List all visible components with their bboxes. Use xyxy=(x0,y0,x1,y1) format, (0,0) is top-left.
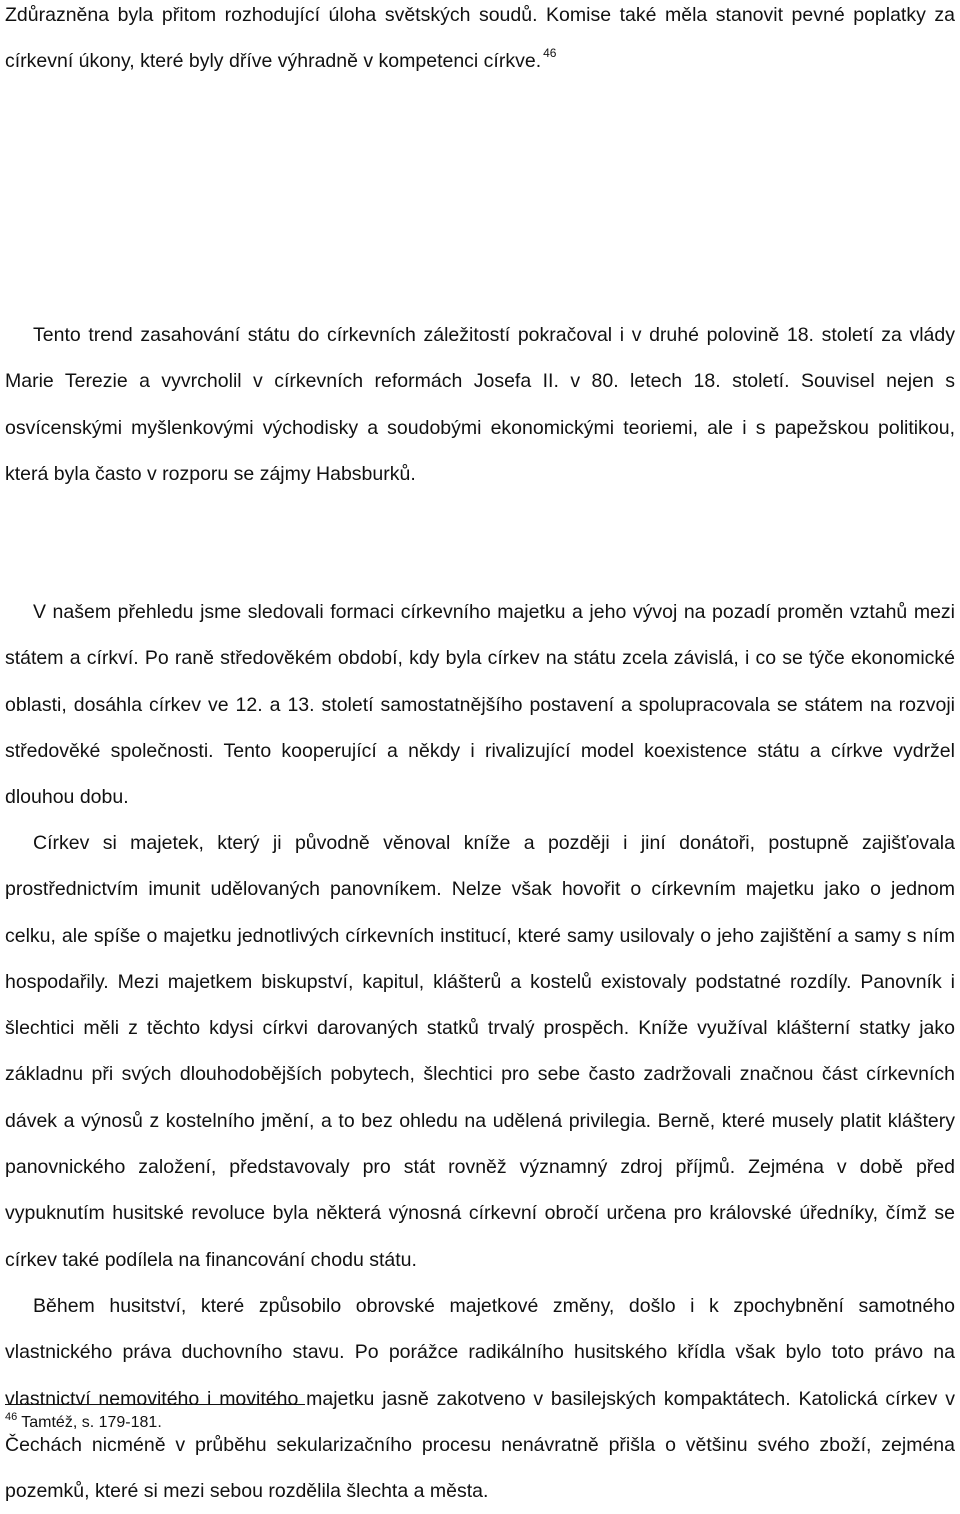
paragraph-2: Tento trend zasahování státu do církevních záležitostí pokračoval i v druhé polovině 18. století za vlády Marie Terezie a vyvrcholil v církevních reformách Josefa II. v 80. letech 18. století. Souvisel nejen s osvícenskými myšlenkovými východisky a soudobými ekonomickými teoriemi, ale i s papežskou politikou, která byla často v rozporu se zájmy Habsburků. xyxy=(5,324,955,485)
footnote-separator xyxy=(5,1404,305,1405)
footnote xyxy=(5,1412,162,1435)
footnote-number: 46 xyxy=(5,1411,18,1423)
paragraph-5: Během husitství, které způsobilo obrovské majetkové změny, došlo i k zpochybnění samotného vlastnického práva duchovního stavu. Po porážce radikálního husitského křídla však bylo toto právo na vlastnictví nemovitého i movitého majetku jasně zakotveno v basilejských kompaktátech. Katolická církev v Čechách nicméně v průběhu sekularizačního procesu nenávratně přišla o většinu svého zboží, zejména pozemků, které si mezi sebou rozdělila šlechta a města. xyxy=(5,1295,955,1503)
footnote-reference[interactable]: 46 xyxy=(543,46,557,61)
paragraph-1 xyxy=(5,0,955,85)
paragraph-1-text: Zdůrazněna byla přitom rozhodující úloha světských soudů. Komise také měla stanovit pevné poplatky za církevní úkony, které byly dříve výhradně v kompetenci církve. xyxy=(5,4,955,73)
paragraph-4: Církev si majetek, který ji původně věnoval kníže a později i jiní donátoři, postupně zajišťovala prostřednictvím imunit udělovaných panovníkem. Nelze však hovořit o církevním majetku jako o jednom celku, ale spíše o majetku jednotlivých církevních institucí, které samy usilovaly o jeho zajištění a samy s ním hospodařily. Mezi majetkem biskupství, kapitul, klášterů a kostelů existovaly podstatné rozdíly. Panovník i šlechtici měli z těchto kdysi církvi darovaných statků trvalý prospěch. Kníže využíval klášterní statky jako základnu při svých dlouhodobějších pobytech, šlechtici pro sebe často zadržovali značnou část církevních dávek a výnosů z kostelního jmění, a to bez ohledu na udělená privilegia. Berně, které musely platit kláštery panovnického založení, představovaly pro stát rovněž významný zdroj příjmů. Zejména v době před vypuknutím husitské revoluce byla některá výnosná církevní obročí určena pro královské úředníky, čímž se církev také podílela na financování chodu státu. xyxy=(5,832,955,1271)
paragraph-3: V našem přehledu jsme sledovali formaci církevního majetku a jeho vývoj na pozadí proměn vztahů mezi státem a církví. Po raně středověkém období, kdy byla církev na státu zcela závislá, i co se týče ekonomické oblasti, dosáhla církev ve 12. a 13. století samostatnějšího postavení a spolupracovala se státem na rozvoji středověké společnosti. Tento kooperující a někdy i rivalizující model koexistence státu a církve vydržel dlouhou dobu. xyxy=(5,601,955,809)
footnote-text: Tamtéž, s. 179-181. xyxy=(21,1414,162,1431)
